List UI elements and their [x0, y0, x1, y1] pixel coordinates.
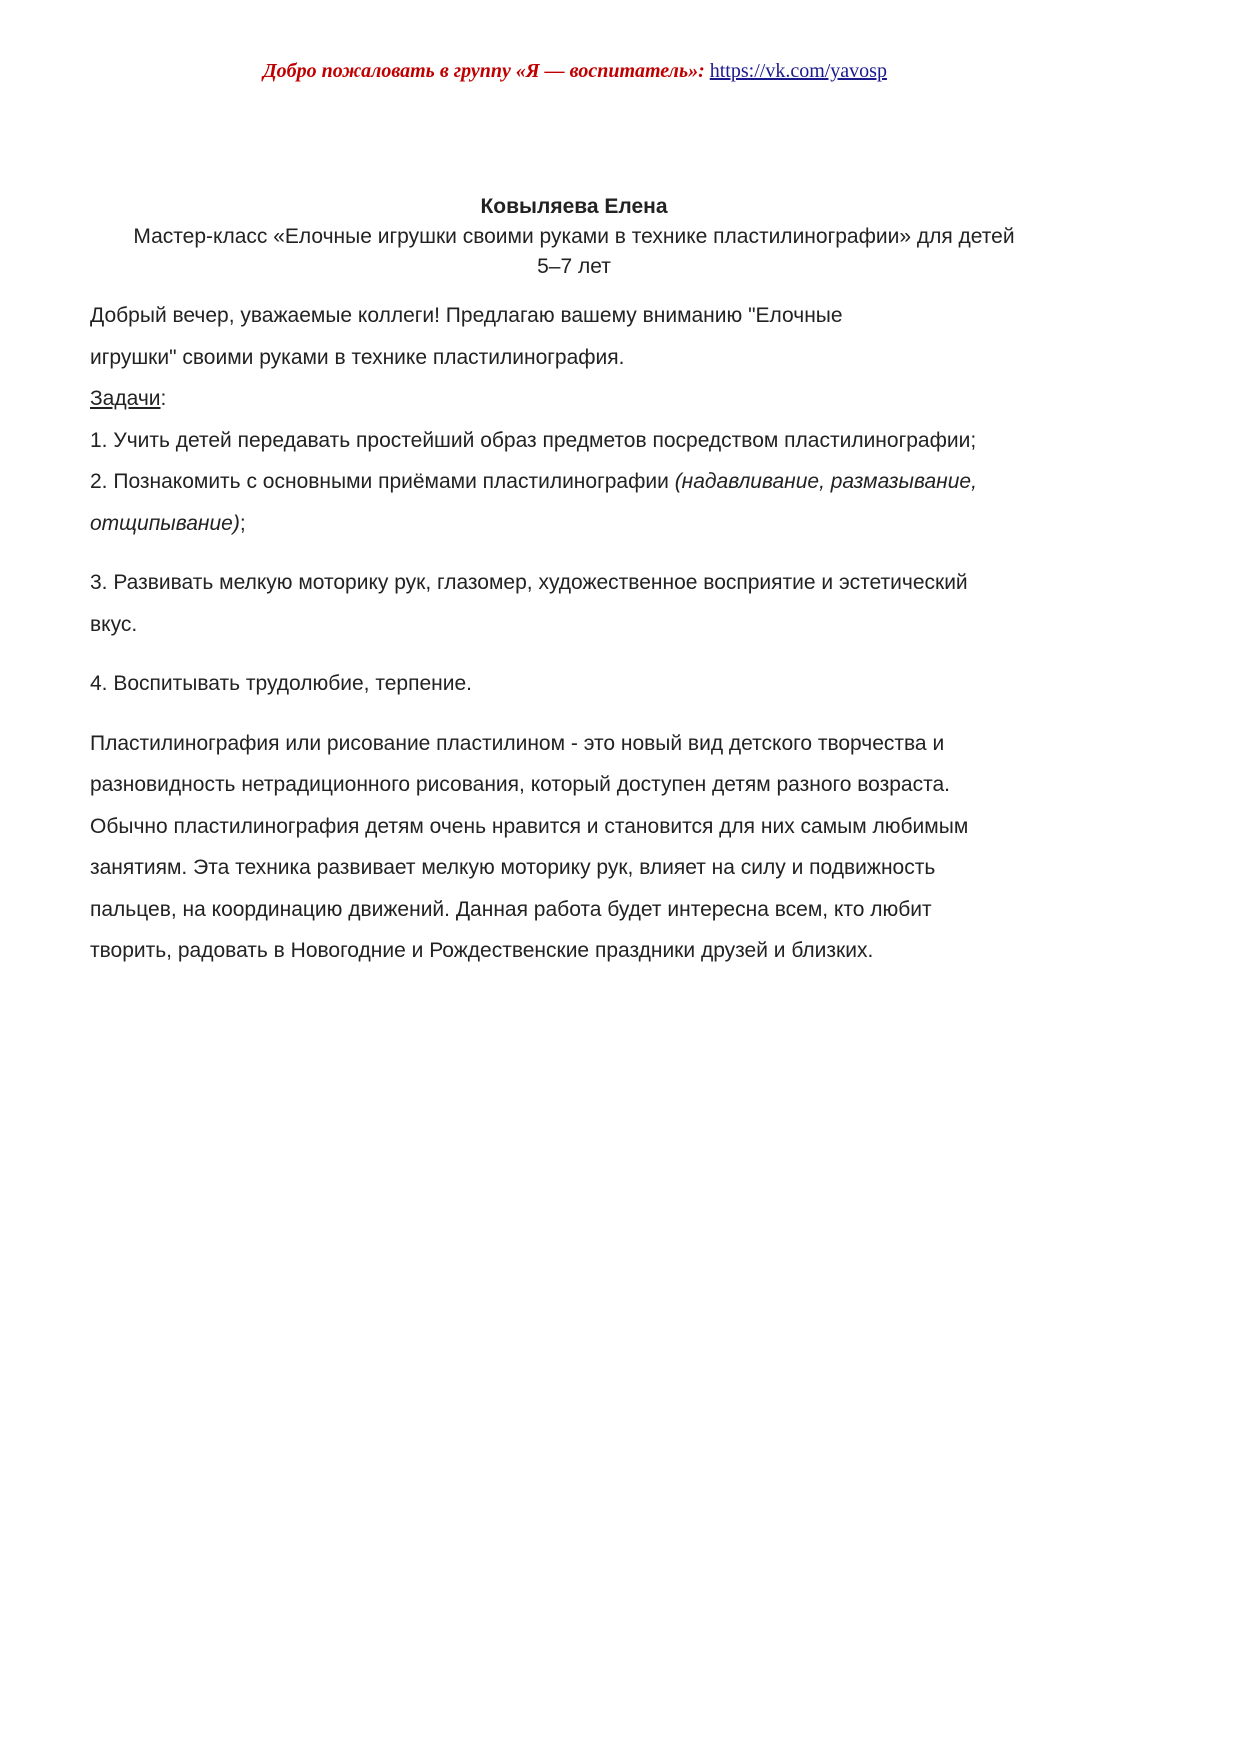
task-item-1: 1. Учить детей передавать простейший образ предметов посредством пластилинографии;: [90, 428, 977, 452]
task-item-2-text: 2. Познакомить с основными приёмами пластилинографии: [90, 470, 675, 493]
author-name: Ковыляева Елена: [480, 195, 668, 218]
task-item-2-end: ;: [239, 511, 246, 535]
description-line-2: разновидность нетрадиционного рисования, который доступен детям разного возраста.: [90, 773, 950, 796]
description-line-4: занятиям. Эта техника развивает мелкую моторику рук, влияет на силу и подвижность: [90, 856, 936, 879]
description-line-6: творить, радовать в Новогодние и Рождественские праздники друзей и близких.: [90, 939, 874, 962]
intro-line-2: игрушки" своими руками в технике пластилинография.: [90, 345, 625, 369]
task-item-4: 4. Воспитывать трудолюбие, терпение.: [90, 672, 472, 695]
tasks-heading-colon: :: [160, 387, 167, 410]
intro-line-1: Добрый вечер, уважаемые коллеги! Предлагаю вашему вниманию "Елочные: [90, 304, 843, 327]
title-line-1: Мастер-класс «Елочные игрушки своими руками в технике пластилинографии» для детей: [133, 225, 1015, 248]
tasks-heading: Задачи: [90, 387, 161, 410]
group-link[interactable]: https://vk.com/yavosp: [709, 60, 887, 82]
description-line-5: пальцев, на координацию движений. Данная работа будет интересна всем, кто любит: [90, 897, 932, 921]
description-line-1: Пластилинография или рисование пластилином - это новый вид детского творчества и: [90, 731, 945, 755]
task-item-2-italic-1: (надавливание, размазывание,: [674, 470, 977, 493]
tasks-heading-row: [90, 378, 1070, 420]
task-item-2-italic-2: отщипывание): [90, 511, 240, 535]
document-body: [90, 295, 1070, 972]
title-line-2: 5–7 лет: [537, 255, 611, 278]
task-item-3-line-1: 3. Развивать мелкую моторику рук, глазомер, художественное восприятие и эстетический: [90, 571, 968, 594]
description-line-3: Обычно пластилинография детям очень нравится и становится для них самым любимым: [90, 814, 969, 838]
document-title-block: [90, 192, 1058, 282]
task-item-3-line-2: вкус.: [90, 612, 138, 636]
task-item-2-line-1: [90, 461, 1070, 503]
welcome-banner: [0, 58, 1150, 84]
welcome-text: Добро пожаловать в группу «Я — воспитатель»:: [263, 60, 705, 82]
task-item-2-line-2: [90, 503, 1070, 545]
